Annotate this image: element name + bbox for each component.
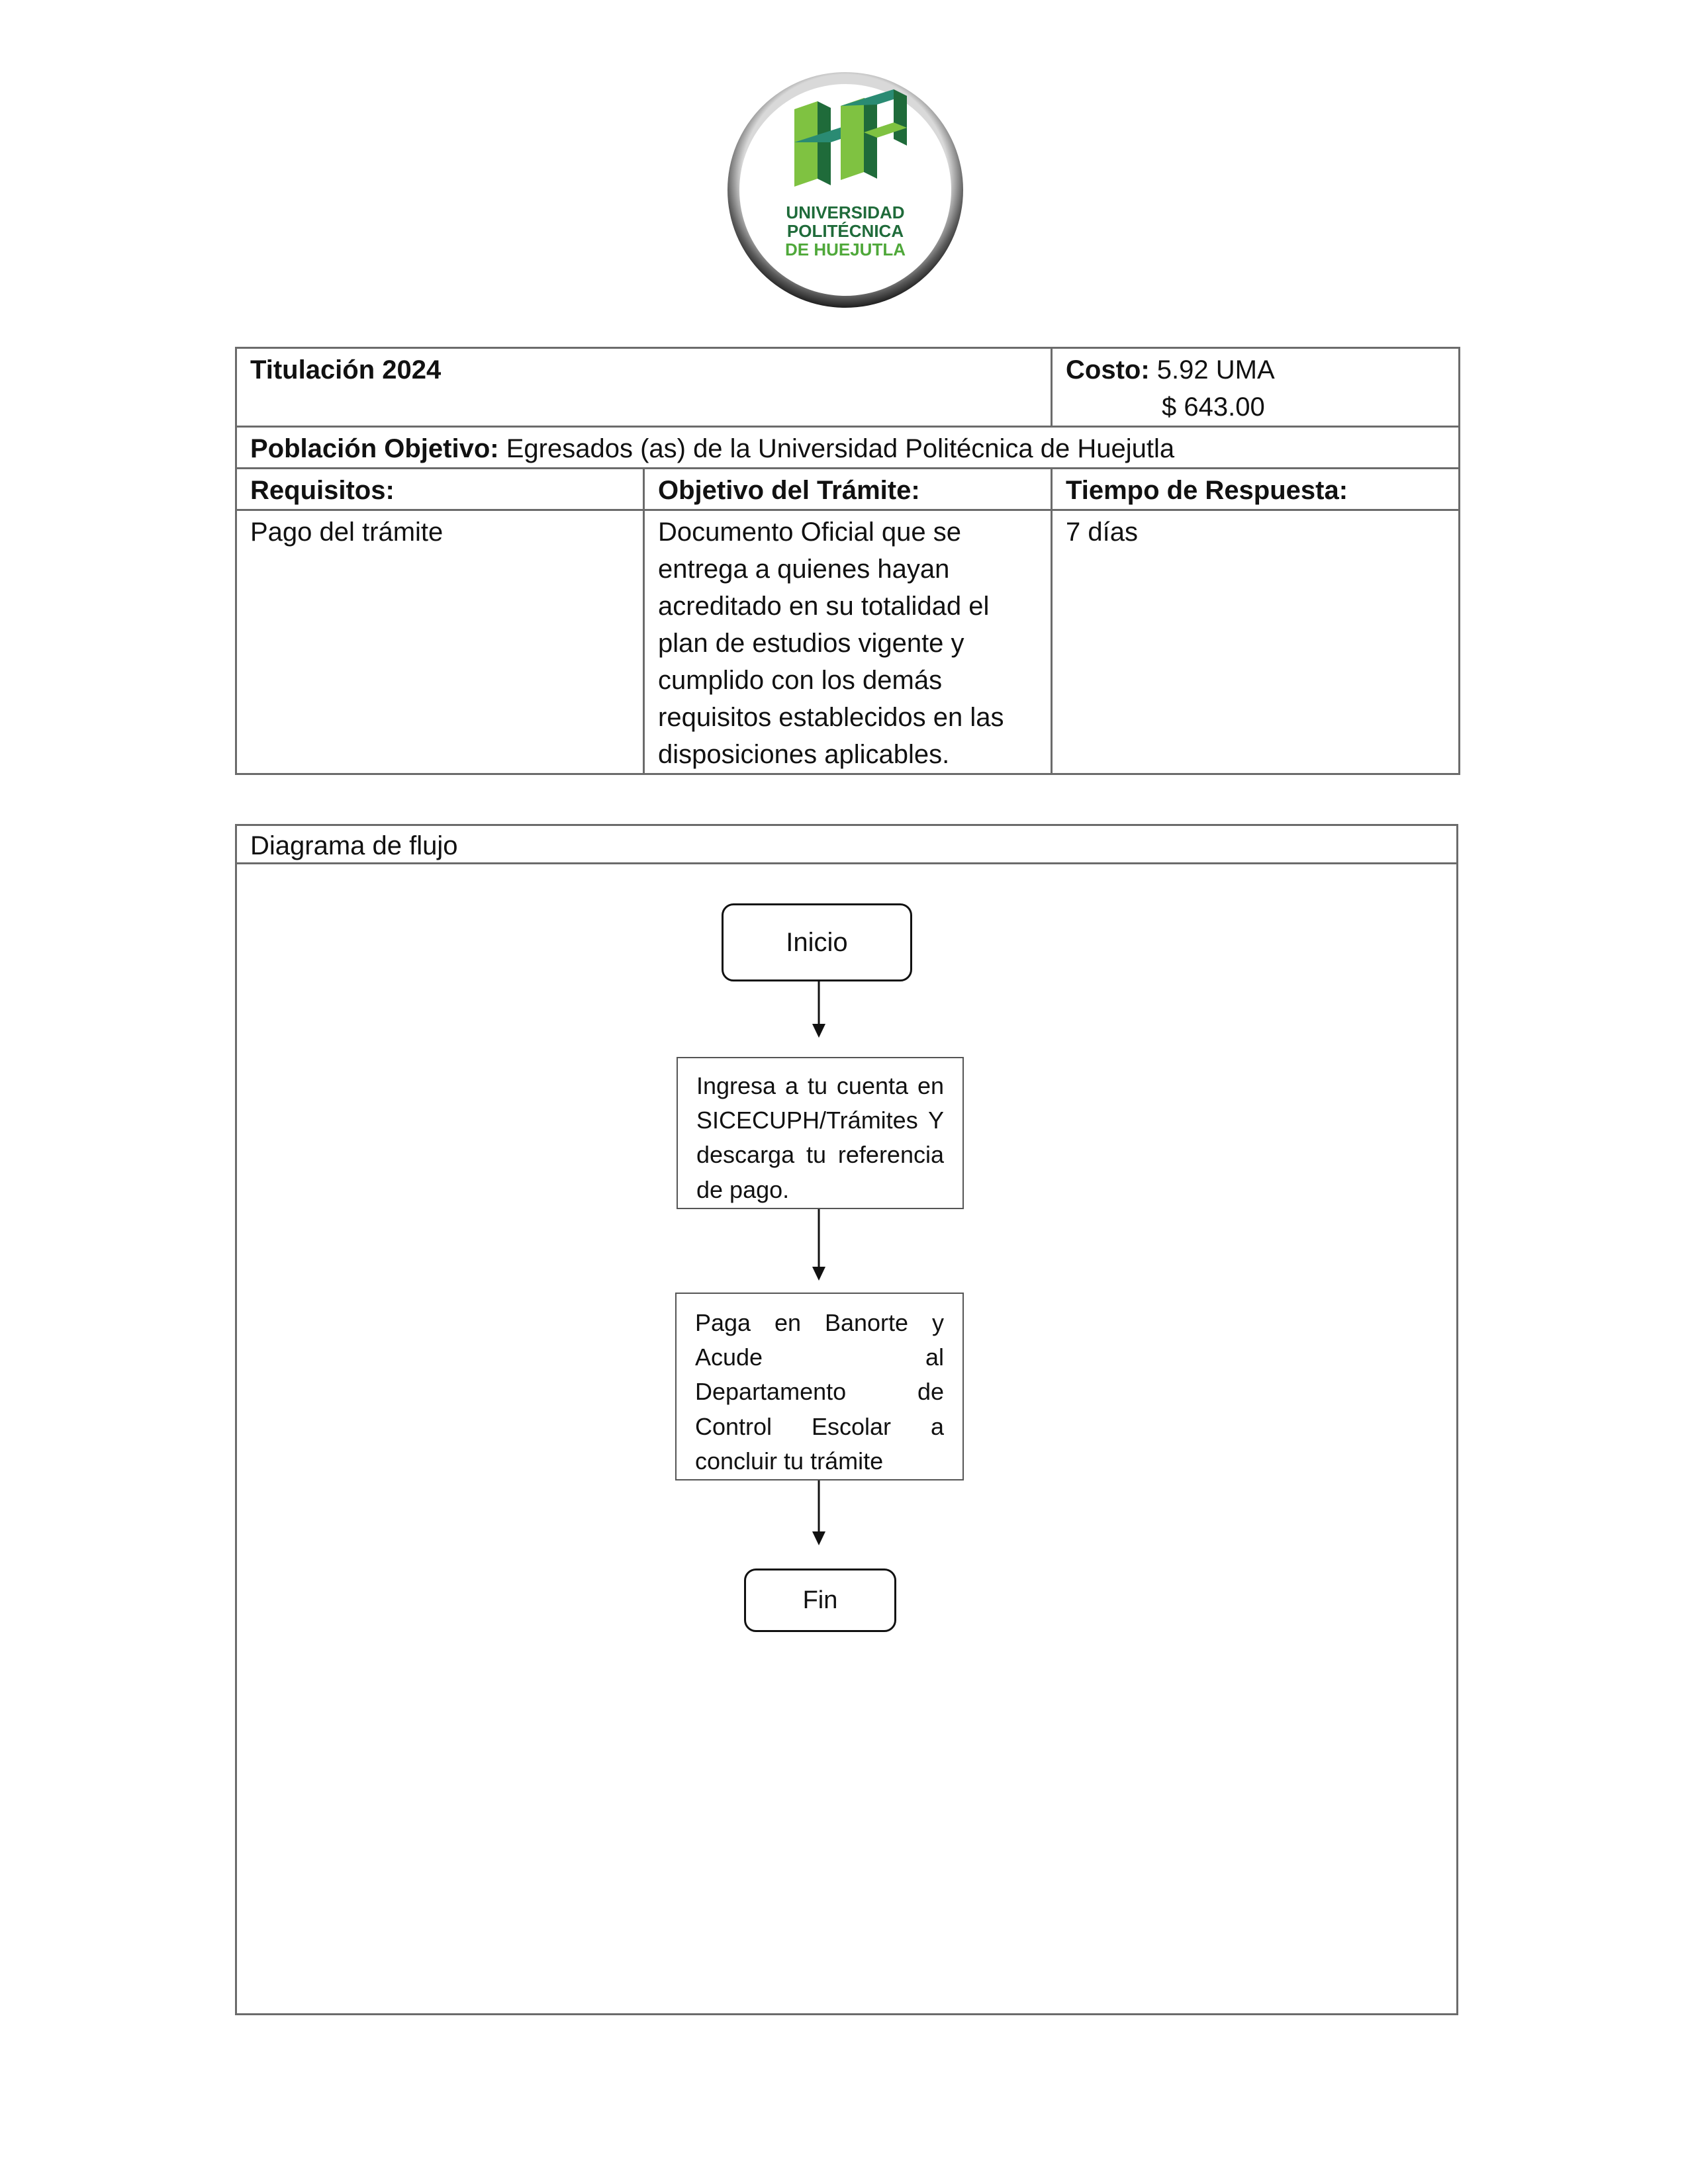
university-logo bbox=[725, 69, 966, 311]
flow-start-node: Inicio bbox=[722, 903, 912, 981]
cost-pesos: $ 643.00 bbox=[1162, 392, 1265, 422]
logo-line2: POLITÉCNICA bbox=[786, 221, 904, 241]
response-time-header: Tiempo de Respuesta: bbox=[1052, 469, 1460, 510]
cost-cell bbox=[1052, 348, 1460, 427]
cost-label: Costo: bbox=[1066, 355, 1150, 385]
objective-value: Documento Oficial que se entrega a quienes hayan acreditado en su totalidad el plan de estudios vigente y cumplido con los demás requisitos establecidos en las disposiciones aplicables. bbox=[644, 510, 1052, 774]
logo-line3: DE HUEJUTLA bbox=[784, 240, 906, 259]
population-cell bbox=[236, 427, 1460, 469]
population-value: Egresados (as) de la Universidad Politécnica de Huejutla bbox=[506, 434, 1175, 463]
requirements-header: Requisitos: bbox=[236, 469, 644, 510]
objective-header: Objetivo del Trámite: bbox=[644, 469, 1052, 510]
logo-line1: UNIVERSIDAD bbox=[786, 203, 905, 222]
procedure-title-cell bbox=[236, 348, 1052, 427]
requirements-value: Pago del trámite bbox=[236, 510, 644, 774]
cost-uma: 5.92 UMA bbox=[1156, 355, 1275, 385]
flow-end-node: Fin bbox=[744, 1569, 896, 1632]
response-time-value: 7 días bbox=[1052, 510, 1460, 774]
flow-diagram-title: Diagrama de flujo bbox=[237, 826, 1456, 864]
flow-step-pay-and-visit: Paga en Banorte y Acude al Departamento de Control Escolar a concluir tu trámite bbox=[675, 1293, 964, 1480]
population-label: Población Objetivo: bbox=[250, 434, 499, 463]
flow-step-download-reference: Ingresa a tu cuenta en SICECUPH/Trámites Y descarga tu referencia de pago. bbox=[677, 1057, 964, 1209]
procedure-info-table bbox=[235, 347, 1460, 775]
procedure-title: Titulación 2024 bbox=[250, 355, 442, 385]
